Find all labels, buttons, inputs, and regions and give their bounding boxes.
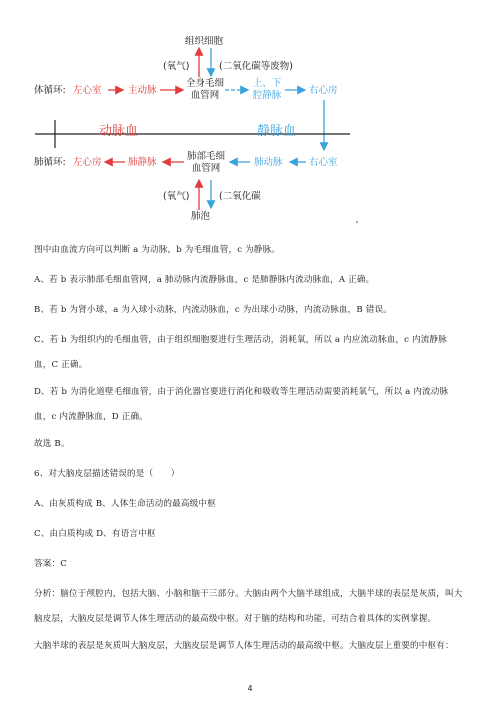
pulmonary-artery-label: 肺动脉	[254, 157, 283, 168]
paragraph-option-b: B、若 b 为肾小球，a 为入球小动脉，内流动脉血，c 为出球小动脉，内流动脉血，B 错误。	[34, 305, 393, 315]
co2-waste-label: (二氧化碳等废物)	[219, 61, 293, 72]
pulmonary-circulation-label: 肺循环:	[34, 157, 66, 168]
analysis-paragraph: 分析：脑位于颅腔内，包括大脑、小脑和脑干三部分。大脑由两个大脑半球组成，大脑半球的表层是灰质，叫大脑皮层，大脑皮层是调节人体生理活动的最高级中枢。对于脑的结构和功能，可结合着具体的实例掌握。	[34, 589, 463, 624]
body-capillary-label-2: 血管网	[190, 90, 220, 101]
paragraph-option-d: D、若 b 为消化道壁毛细血管，由于消化器官要进行消化和吸收等生理活动需要消耗氧气，所以 a 内流动脉血，c 内流静脉血，D 正确。	[34, 387, 449, 422]
vena-cava-label-2: 腔静脉	[252, 90, 282, 101]
paragraph-answer-choice: 故选 B。	[34, 439, 70, 449]
pulmonary-vein-label: 肺静脉	[128, 157, 157, 168]
arterial-blood-label: 动脉血	[99, 124, 139, 139]
right-ventricle-label: 右心室	[309, 157, 338, 168]
lung-capillary-label-1: 肺部毛细	[186, 151, 225, 162]
right-atrium-label: 右心房	[309, 85, 338, 96]
venous-blood-label: 静脉血	[257, 124, 297, 139]
question-6-options-cd: C、由白质构成 D、有语言中枢	[34, 529, 156, 539]
lung-capillary-label-2: 血管网	[191, 163, 221, 174]
body-capillary-label-1: 全身毛细	[185, 78, 224, 89]
answer-label: 答案：C	[34, 559, 67, 569]
vena-cava-label-1: 上、下	[252, 78, 282, 89]
paragraph-option-a: A、若 b 表示肺部毛细血管网，a 肺动脉内流静脉血，c 是肺静脉内流动脉血，A 正确。	[34, 275, 375, 285]
cortex-paragraph: 大脑半球的表层是灰质叫大脑皮层，大脑皮层是调节人体生理活动的最高级中枢。大脑皮层上重要的中枢有：	[34, 641, 454, 651]
question-6-options-ab: A、由灰质构成 B、人体生命活动的最高级中枢	[34, 499, 216, 509]
page-number: 4	[247, 684, 253, 693]
paragraph-intro: 图中由血流方向可以判断 a 为动脉，b 为毛细血管，c 为静脉。	[34, 245, 281, 255]
systemic-circulation-label: 体循环:	[34, 85, 66, 96]
left-atrium-label: 左心房	[73, 157, 102, 168]
paragraph-option-c: C、若 b 为组织内的毛细血管，由于组织细胞要进行生理活动，消耗氧，所以 a 内应流动脉血，c 内流静脉血，C 正确。	[34, 335, 448, 370]
oxygen-bottom-label: (氧气)	[163, 191, 190, 202]
question-6: 6、对大脑皮层描述错误的是（ ）	[34, 469, 180, 479]
blood-circulation-diagram	[0, 0, 500, 230]
alveoli-label: 肺泡	[191, 211, 211, 222]
oxygen-top-label: (氧气)	[163, 61, 190, 72]
aorta-label: 主动脉	[128, 85, 157, 96]
tissue-cells-label: 组织细胞	[185, 36, 224, 47]
co2-bottom-label: (二氧化碳	[219, 191, 261, 202]
left-ventricle-label: 左心室	[73, 85, 102, 96]
